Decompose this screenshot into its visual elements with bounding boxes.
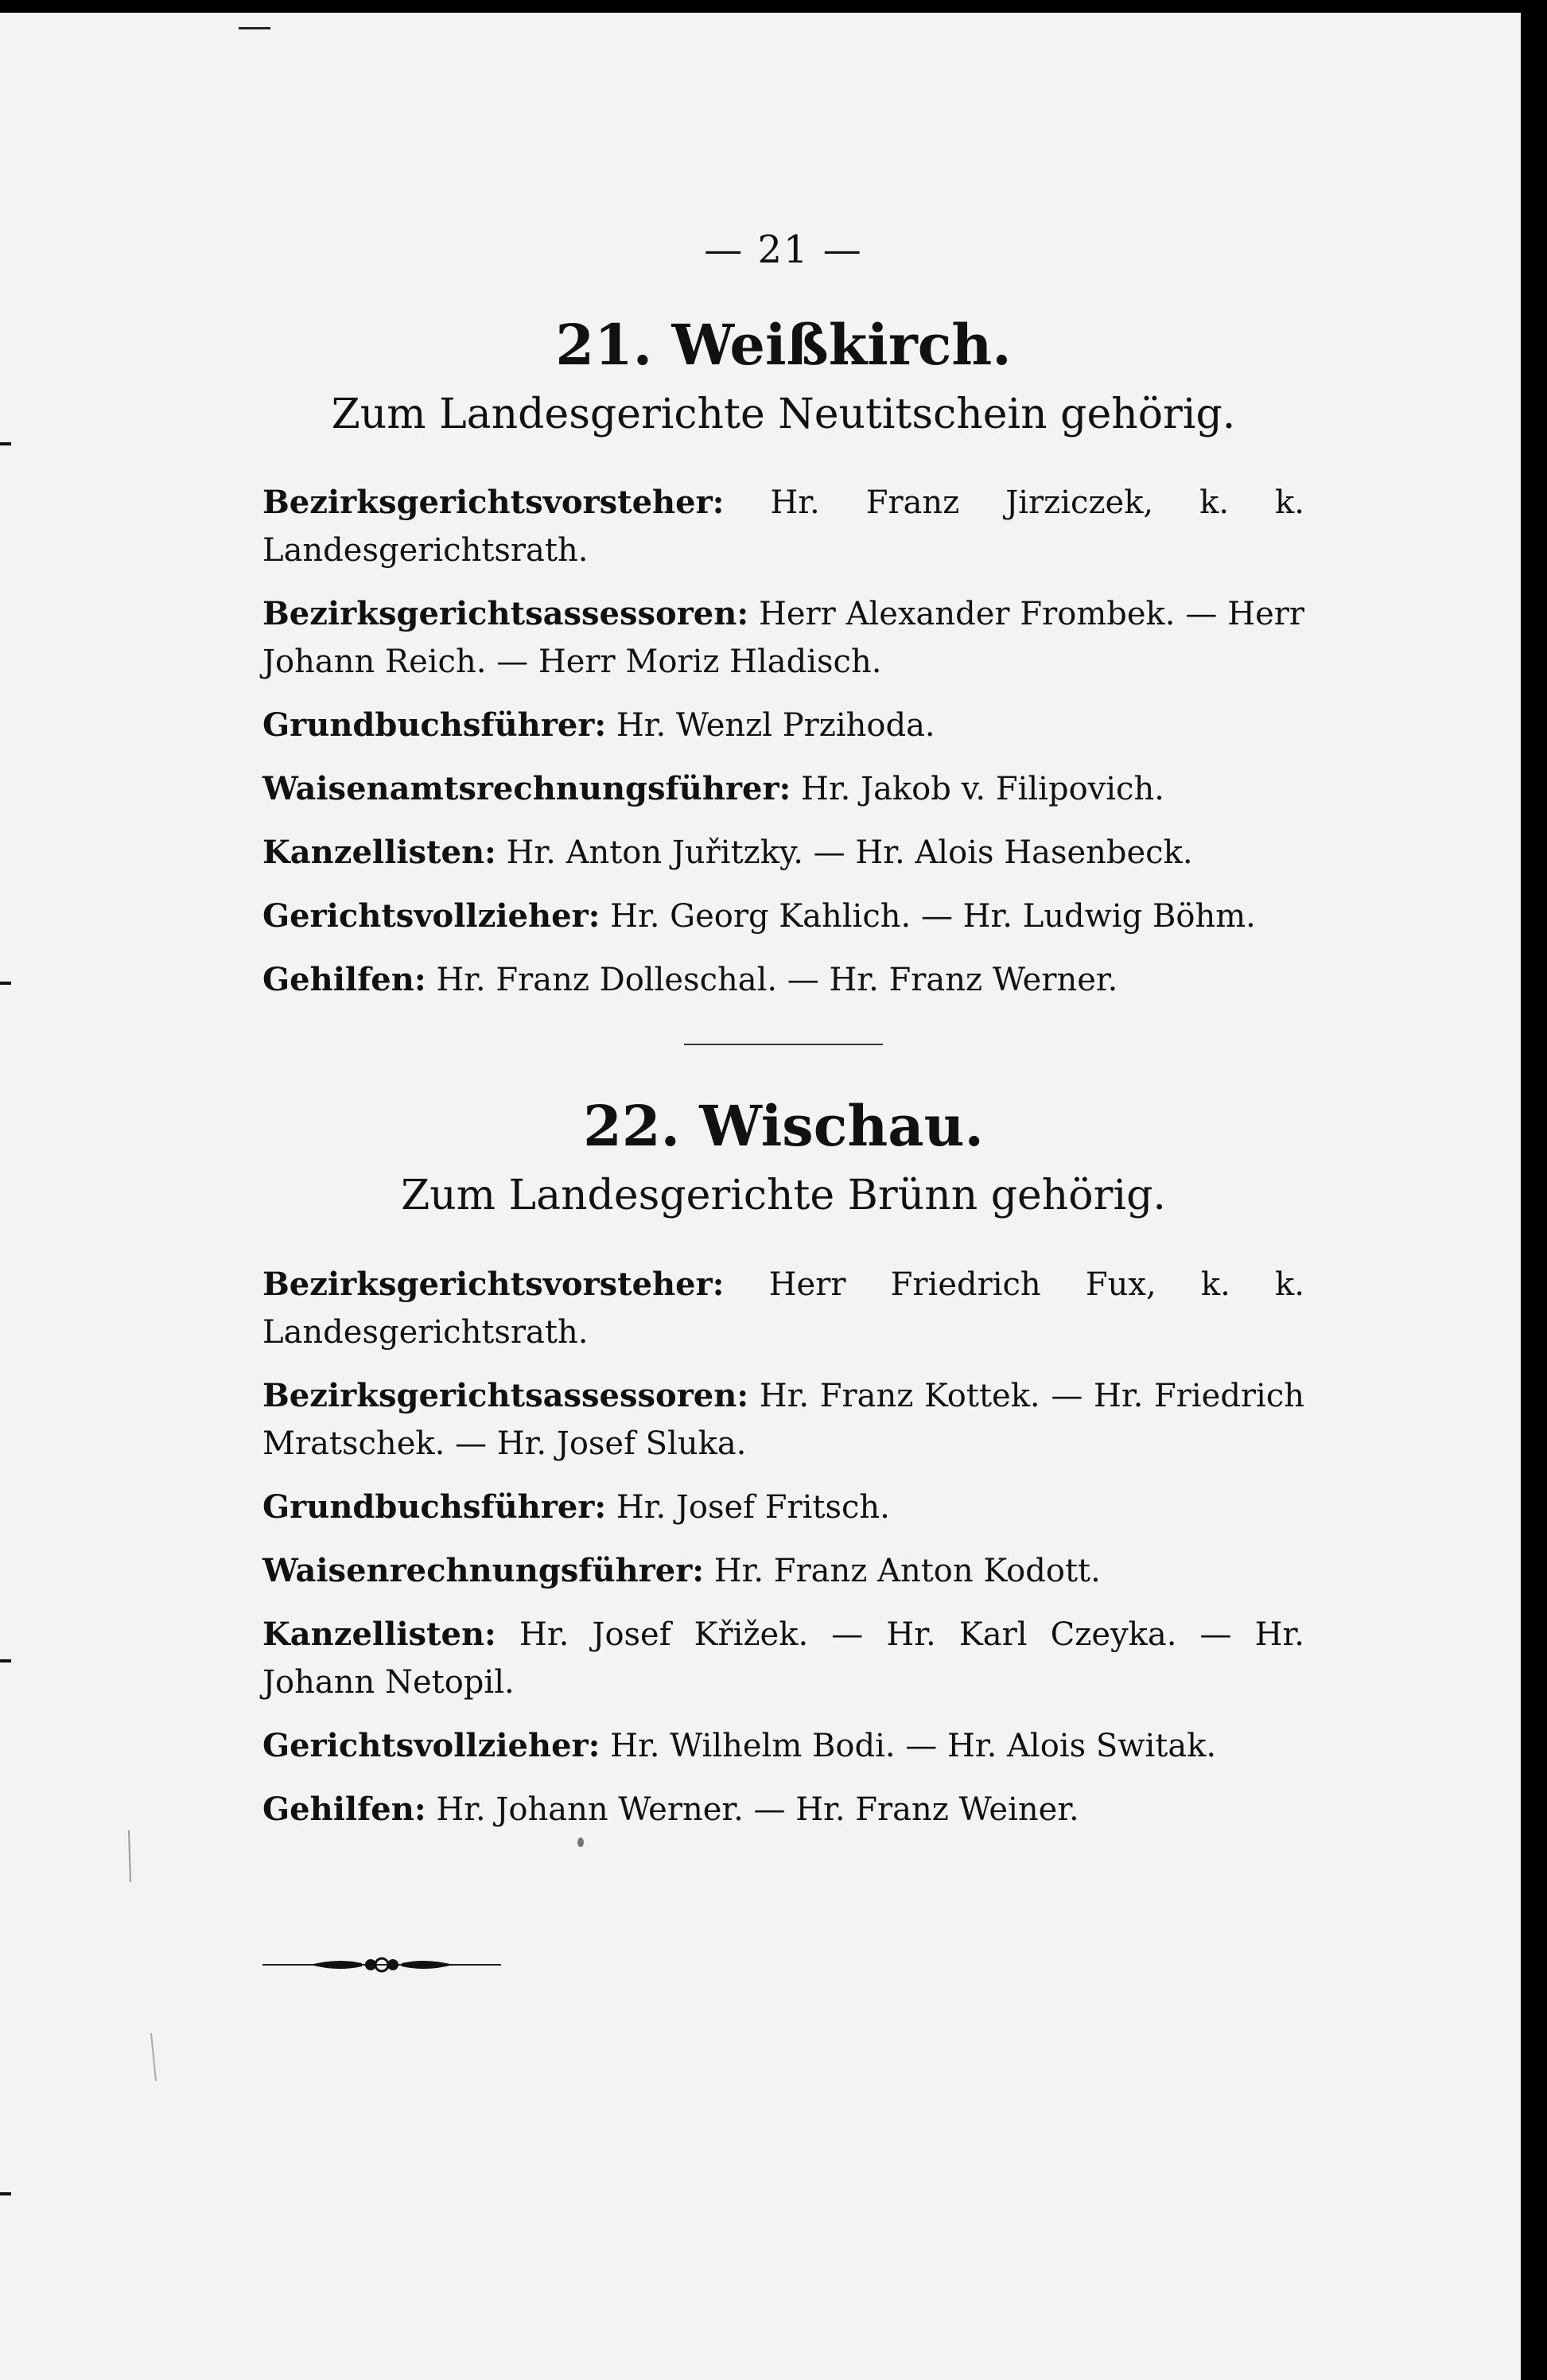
entry-names: Herr Alexander Frombek. — Herr Johann Reich. — Herr Moriz Hladisch.	[262, 596, 1304, 681]
entry-names: Hr. Wilhelm Bodi. — Hr. Alois Switak.	[610, 1727, 1217, 1764]
entry-role: Bezirksgerichtsassessoren:	[262, 595, 749, 633]
entry-role: Kanzellisten:	[262, 834, 496, 872]
section-subtitle: Zum Landesgerichte Neutitschein gehörig.	[331, 391, 1236, 438]
entry-role: Grundbuchsführer:	[262, 1488, 607, 1526]
entry-role: Bezirksgerichtsassessoren:	[262, 1376, 749, 1414]
section-subtitle: Zum Landesgerichte Brünn gehörig.	[401, 1172, 1166, 1220]
entry-names: Hr. Georg Kahlich. — Hr. Ludwig Böhm.	[610, 898, 1256, 935]
entry-role: Bezirksgerichtsvorsteher:	[262, 1265, 725, 1303]
entry-role: Kanzellisten:	[262, 1615, 496, 1653]
entry-role: Bezirksgerichtsvorsteher:	[262, 484, 725, 522]
entry-names: Hr. Josef Fritsch.	[616, 1488, 890, 1526]
page-number: — 21 —	[704, 228, 863, 272]
entry-names: Hr. Franz Dolleschal. — Hr. Franz Werner.	[436, 962, 1118, 999]
entry-role: Grundbuchsführer:	[262, 706, 607, 745]
section-title: 21. Weißkirch.	[555, 312, 1012, 378]
entry-role: Waisenrechnungsführer:	[262, 1551, 705, 1589]
entry-names: Hr. Franz Jirziczek, k. k. Landesgerichtsrath.	[262, 484, 1304, 570]
entry-role: Gerichtsvollzieher:	[262, 1726, 601, 1764]
entry-role: Gerichtsvollzieher:	[262, 897, 601, 935]
entry-names: Hr. Wenzl Przihoda.	[616, 707, 935, 745]
entry-names: Herr Friedrich Fux, k. k. Landesgerichtsrath.	[262, 1266, 1305, 1351]
entry-names: Hr. Franz Anton Kodott.	[713, 1552, 1101, 1589]
entry-role: Gehilfen:	[262, 961, 426, 999]
scanned-page	[0, 13, 1521, 2380]
section-title: 22. Wischau.	[583, 1093, 984, 1160]
entry-names: Hr. Josef Křižek. — Hr. Karl Czeyka. — Hr. Johann Netopil.	[262, 1616, 1305, 1701]
entry-role: Gehilfen:	[262, 1790, 426, 1828]
entry-names: Hr. Johann Werner. — Hr. Franz Weiner.	[436, 1791, 1079, 1828]
entry-role: Waisenamtsrechnungsführer:	[262, 770, 791, 808]
scan-specks	[0, 13, 1521, 2380]
entry-names: Hr. Anton Juřitzky. — Hr. Alois Hasenbeck.	[506, 834, 1193, 872]
entry-names: Hr. Jakob v. Filipovich.	[801, 771, 1164, 808]
entry-names: Hr. Franz Kottek. — Hr. Friedrich Mratschek. — Hr. Josef Sluka.	[262, 1377, 1304, 1462]
